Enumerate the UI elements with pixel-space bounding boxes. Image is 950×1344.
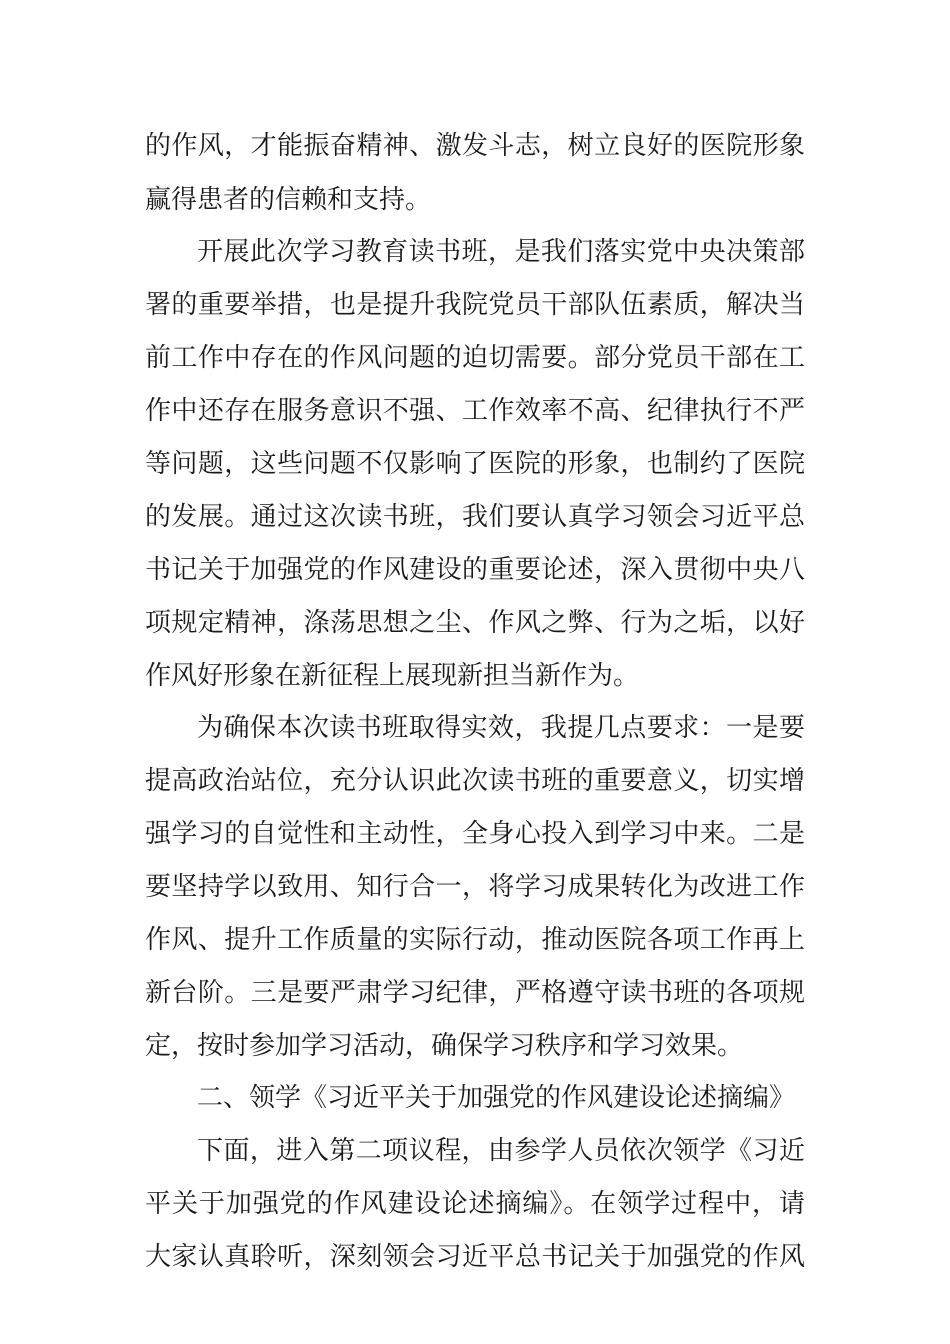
paragraph-start-line: 下面，进入第二项议程，由参学人员依次领学《习近 [197, 1136, 805, 1166]
text-line: 定，按时参加学习活动，确保学习秩序和学习效果。 [145, 1031, 744, 1061]
text-line: 的作风，才能振奋精神、激发斗志，树立良好的医院形象 [145, 131, 805, 161]
text-line: 新台阶。三是要严肃学习纪律，严格遵守读书班的各项规 [145, 978, 805, 1008]
text-line: 项规定精神，涤荡思想之尘、作风之弊、行为之垢，以好 [145, 608, 805, 638]
text-line: 等问题，这些问题不仅影响了医院的形象，也制约了医院 [145, 449, 805, 479]
text-line: 平关于加强党的作风建设论述摘编》。在领学过程中，请 [145, 1189, 805, 1219]
text-line: 作风、提升工作质量的实际行动，推动医院各项工作再上 [145, 925, 805, 955]
text-line: 前工作中存在的作风问题的迫切需要。部分党员干部在工 [145, 343, 805, 373]
paragraph-start-line: 开展此次学习教育读书班，是我们落实党中央决策部 [197, 237, 805, 267]
text-line: 强学习的自觉性和主动性，全身心投入到学习中来。二是 [145, 819, 805, 849]
text-line: 书记关于加强党的作风建设的重要论述，深入贯彻中央八 [145, 555, 805, 585]
text-line: 作中还存在服务意识不强、工作效率不高、纪律执行不严 [145, 396, 805, 426]
section-heading: 二、领学《习近平关于加强党的作风建设论述摘编》 [197, 1083, 796, 1113]
text-line: 作风好形象在新征程上展现新担当新作为。 [145, 661, 640, 691]
text-line: 赢得患者的信赖和支持。 [145, 185, 432, 215]
text-line: 署的重要举措，也是提升我院党员干部队伍素质，解决当 [145, 290, 805, 320]
paragraph-start-line: 为确保本次读书班取得实效，我提几点要求：一是要 [197, 713, 805, 743]
text-line: 的发展。通过这次读书班，我们要认真学习领会习近平总 [145, 502, 805, 532]
text-line: 大家认真聆听，深刻领会习近平总书记关于加强党的作风 [145, 1242, 805, 1272]
text-line: 提高政治站位，充分认识此次读书班的重要意义，切实增 [145, 766, 805, 796]
text-line: 要坚持学以致用、知行合一，将学习成果转化为改进工作 [145, 872, 805, 902]
